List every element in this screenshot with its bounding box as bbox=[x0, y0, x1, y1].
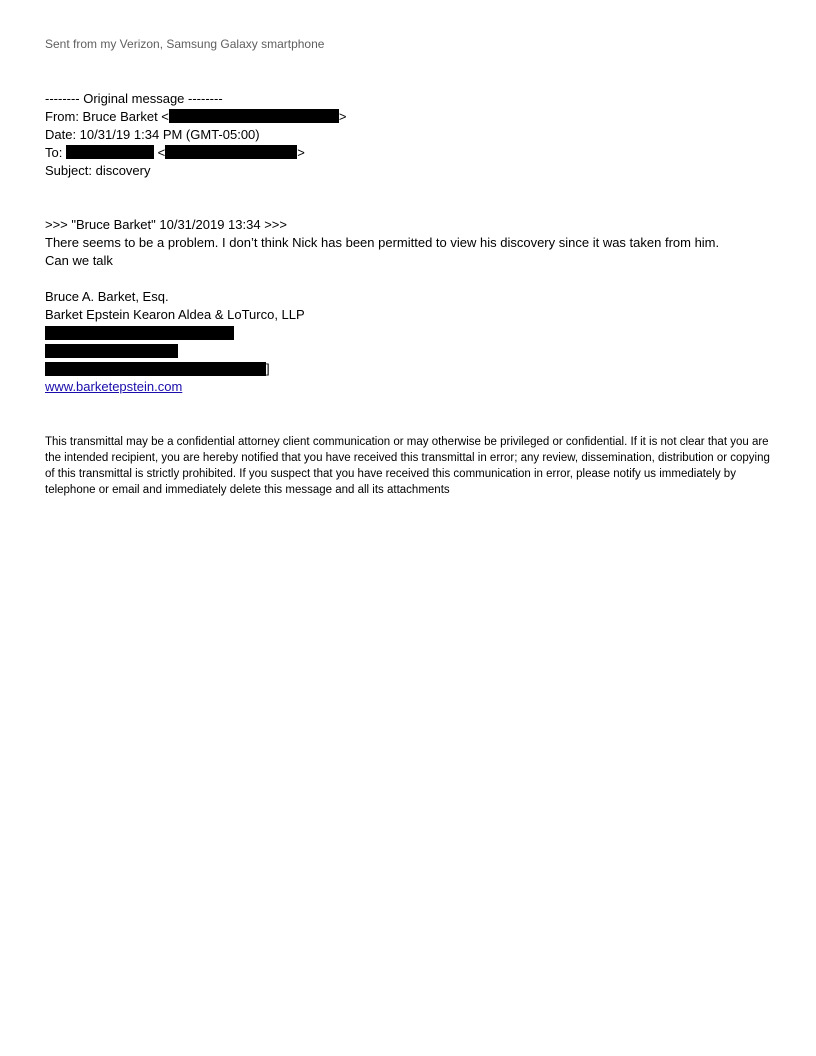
signature-name: Bruce A. Barket, Esq. bbox=[45, 289, 169, 304]
subject-line: Subject: discovery bbox=[45, 163, 151, 178]
from-suffix: > bbox=[338, 109, 347, 124]
redacted-recipient-name bbox=[66, 145, 154, 159]
redacted-recipient-email bbox=[165, 145, 297, 159]
message-body-line2: Can we talk bbox=[45, 253, 113, 268]
confidentiality-disclaimer: This transmittal may be a confidential attorney client communication or may otherwise be privileged or confidential. If it is not clear that you are the intended recipient, you are hereby notified that you have received this transmittal in error; any review, dissemination, distribution or copying of this transmittal is strictly prohibited. If you suspect that you have received this communication in error, please notify us immediately by telephone or email and immediately delete this message and all its attachments bbox=[45, 436, 770, 496]
to-middle: < bbox=[153, 145, 166, 160]
original-message-divider: -------- Original message -------- bbox=[45, 91, 223, 106]
signature-redacted-line-2 bbox=[45, 342, 775, 360]
redacted-bracket: ] bbox=[266, 361, 270, 376]
from-line bbox=[45, 108, 775, 126]
redacted-phone bbox=[45, 344, 178, 358]
signature-redacted-line-3 bbox=[45, 360, 775, 378]
to-label: To: bbox=[45, 145, 66, 160]
to-line bbox=[45, 144, 775, 162]
website-link[interactable]: www.barketepstein.com bbox=[45, 379, 183, 394]
redacted-contact bbox=[45, 362, 266, 376]
redacted-email-from bbox=[169, 109, 339, 123]
email-page bbox=[45, 36, 775, 510]
signature-firm: Barket Epstein Kearon Aldea & LoTurco, LLP bbox=[45, 307, 305, 322]
signature bbox=[45, 288, 775, 396]
message-body-line1: There seems to be a problem. I don’t think Nick has been permitted to view his discovery since it was taken from him. bbox=[45, 235, 720, 250]
quoted-header: >>> "Bruce Barket" 10/31/2019 13:34 >>> bbox=[45, 217, 287, 232]
sent-from-line: Sent from my Verizon, Samsung Galaxy smartphone bbox=[45, 37, 325, 51]
to-suffix: > bbox=[297, 145, 305, 160]
quoted-message bbox=[45, 216, 775, 270]
original-message-header bbox=[45, 90, 775, 180]
date-line: Date: 10/31/19 1:34 PM (GMT-05:00) bbox=[45, 127, 260, 142]
signature-redacted-line-1 bbox=[45, 324, 775, 342]
redacted-address bbox=[45, 326, 234, 340]
from-label: From: Bruce Barket < bbox=[45, 109, 169, 124]
